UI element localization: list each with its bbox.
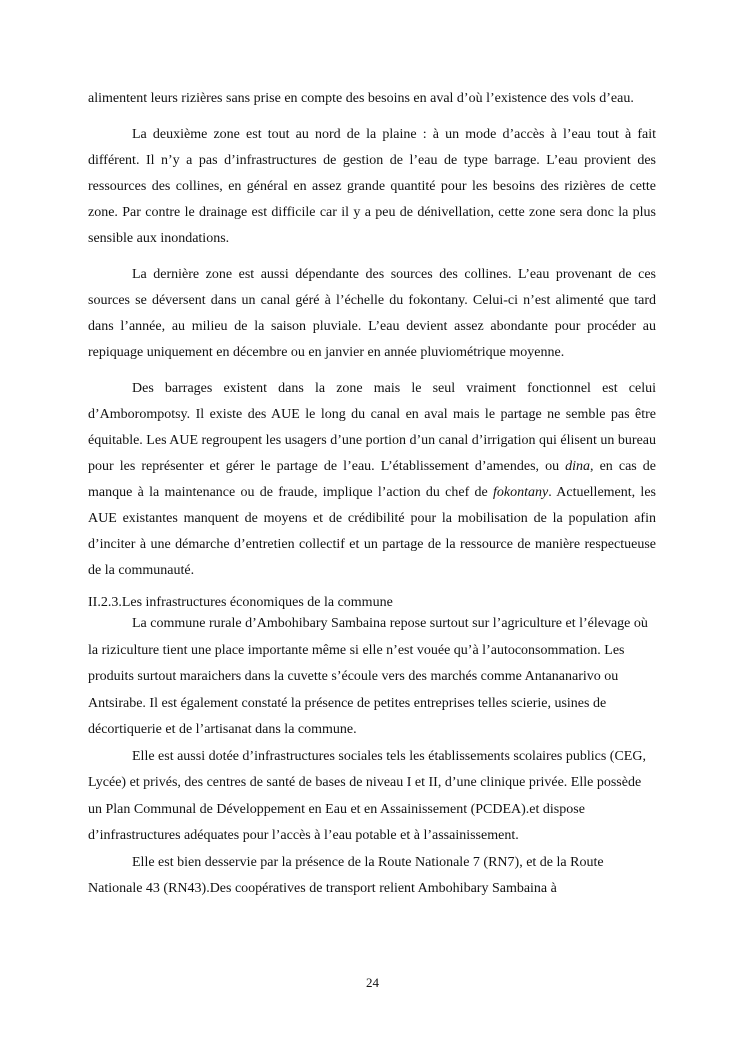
paragraph-barrages — [88, 376, 656, 584]
page-number: 24 — [366, 975, 379, 990]
barrages-text-3: . Actuellement, les AUE existantes manquent de moyens et de crédibilité pour la mobilisation de la population afin d’inciter à une démarche d’entretien collectif et un partage de la ressource de manière respectueuse de la communauté. — [88, 485, 656, 578]
barrages-text-1: Des barrages existent dans la zone mais le seul vraiment fonctionnel est celui d’Amborompotsy. Il existe des AUE le long du canal en aval mais le partage ne semble pas être équitable. Les AUE regroupent les usagers d’une portion d’un canal d’irrigation qui élisent un bureau pour les représenter et gérer le partage de l’eau. L’établissement d’amendes, ou — [88, 381, 656, 474]
paragraph-continuation: alimentent leurs rizières sans prise en compte des besoins en aval d’où l’existence des vols d’eau. — [88, 91, 634, 106]
section-heading: II.2.3.Les infrastructures économiques de la commune — [88, 595, 393, 610]
paragraph-social: Elle est aussi dotée d’infrastructures sociales tels les établissements scolaires publics (CEG, Lycée) et privés, des centres de santé de bases de niveau I et II, d’une clinique privée. Elle possède un Plan Communal de Développement en Eau et en Assainissement (PCDEA).et dispose d’infrastructures adéquates pour l’accès à l’eau potable et à l’assainissement. — [88, 748, 646, 843]
page-body — [88, 86, 656, 903]
paragraph-economy: La commune rurale d’Ambohibary Sambaina repose surtout sur l’agriculture et l’élevage où la riziculture tient une place importante même si elle n’est vouée qu’à l’autoconsommation. Les produits surtout maraichers dans la cuvette s’écoule vers des marchés comme Antananarivo ou Antsirabe. Il est également constaté la présence de petites entreprises telles scierie, usines de décortiquerie et de l’artisanat dans la commune. — [88, 616, 648, 737]
paragraph-last-zone: La dernière zone est aussi dépendante des sources des collines. L’eau provenant de ces sources se déversent dans un canal géré à l’échelle du fokontany. Celui-ci n’est alimenté que tard dans l’année, au milieu de la saison pluviale. L’eau devient assez abondante pour procéder au repiquage uniquement en décembre ou en janvier en année pluviométrique moyenne. — [88, 267, 656, 360]
term-dina: dina — [565, 459, 591, 474]
paragraph-transport: Elle est bien desservie par la présence de la Route Nationale 7 (RN7), et de la Route Nationale 43 (RN43).Des coopératives de transport relient Ambohibary Sambaina à — [88, 854, 604, 896]
paragraph-second-zone: La deuxième zone est tout au nord de la plaine : à un mode d’accès à l’eau tout à fait différent. Il n’y a pas d’infrastructures de gestion de l’eau de type barrage. L’eau provient des ressources des collines, en général en assez grande quantité pour les besoins des rizières de cette zone. Par contre le drainage est difficile car il y a peu de dénivellation, cette zone sera donc la plus sensible aux inondations. — [88, 127, 656, 246]
barrages-text-2: , en cas de manque à la maintenance ou de fraude, implique l’action du chef de — [88, 459, 656, 500]
section-infrastructures — [88, 595, 656, 903]
term-fokontany: fokontany — [493, 485, 549, 500]
